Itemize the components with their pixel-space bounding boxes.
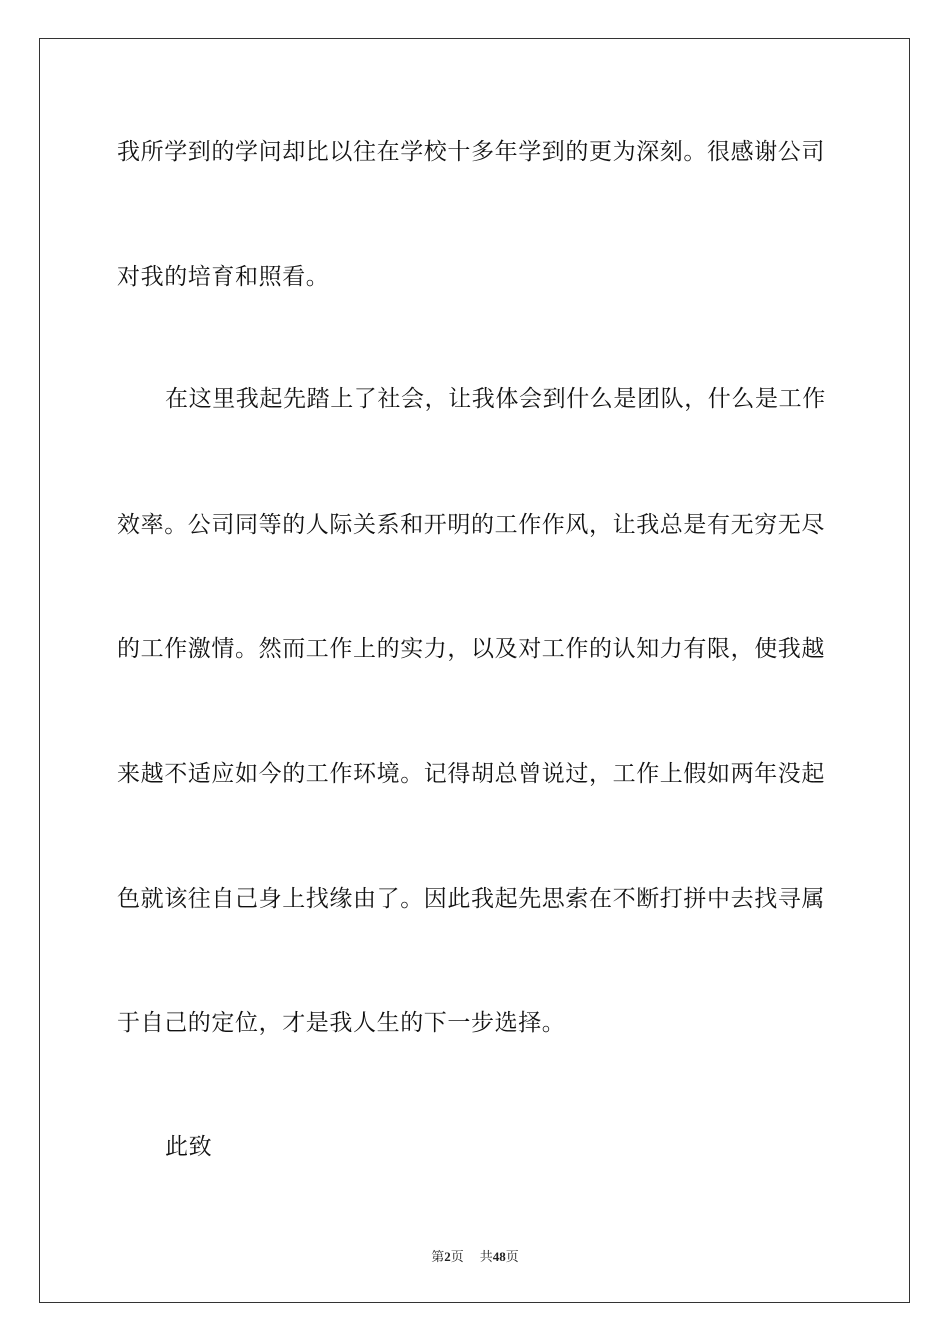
page-prefix: 第 (431, 1249, 445, 1264)
paragraph-line-1: 我所学到的学问却比以往在学校十多年学到的更为深刻。很感谢公司 (117, 139, 825, 165)
paragraph-line-5: 的工作激情。然而工作上的实力，以及对工作的认知力有限，使我越 (117, 636, 825, 662)
page-number: 2 (444, 1249, 451, 1264)
total-prefix: 共 (479, 1249, 493, 1264)
page-suffix: 页 (450, 1249, 464, 1264)
total-pages: 48 (492, 1249, 506, 1264)
paragraph-line-6: 来越不适应如今的工作环境。记得胡总曾说过，工作上假如两年没起 (117, 761, 825, 787)
paragraph-line-8: 于自己的定位，才是我人生的下一步选择。 (117, 1010, 566, 1036)
paragraph-line-3: 在这里我起先踏上了社会，让我体会到什么是团队，什么是工作 (165, 386, 826, 412)
paragraph-line-7: 色就该往自己身上找缘由了。因此我起先思索在不断打拼中去找寻属 (117, 886, 825, 912)
total-suffix: 页 (505, 1249, 519, 1264)
page-frame (39, 38, 910, 1303)
paragraph-line-2: 对我的培育和照看。 (117, 264, 330, 290)
page-footer (0, 1246, 950, 1265)
closing-salutation: 此致 (165, 1134, 213, 1160)
paragraph-line-4: 效率。公司同等的人际关系和开明的工作作风，让我总是有无穷无尽 (117, 512, 825, 538)
